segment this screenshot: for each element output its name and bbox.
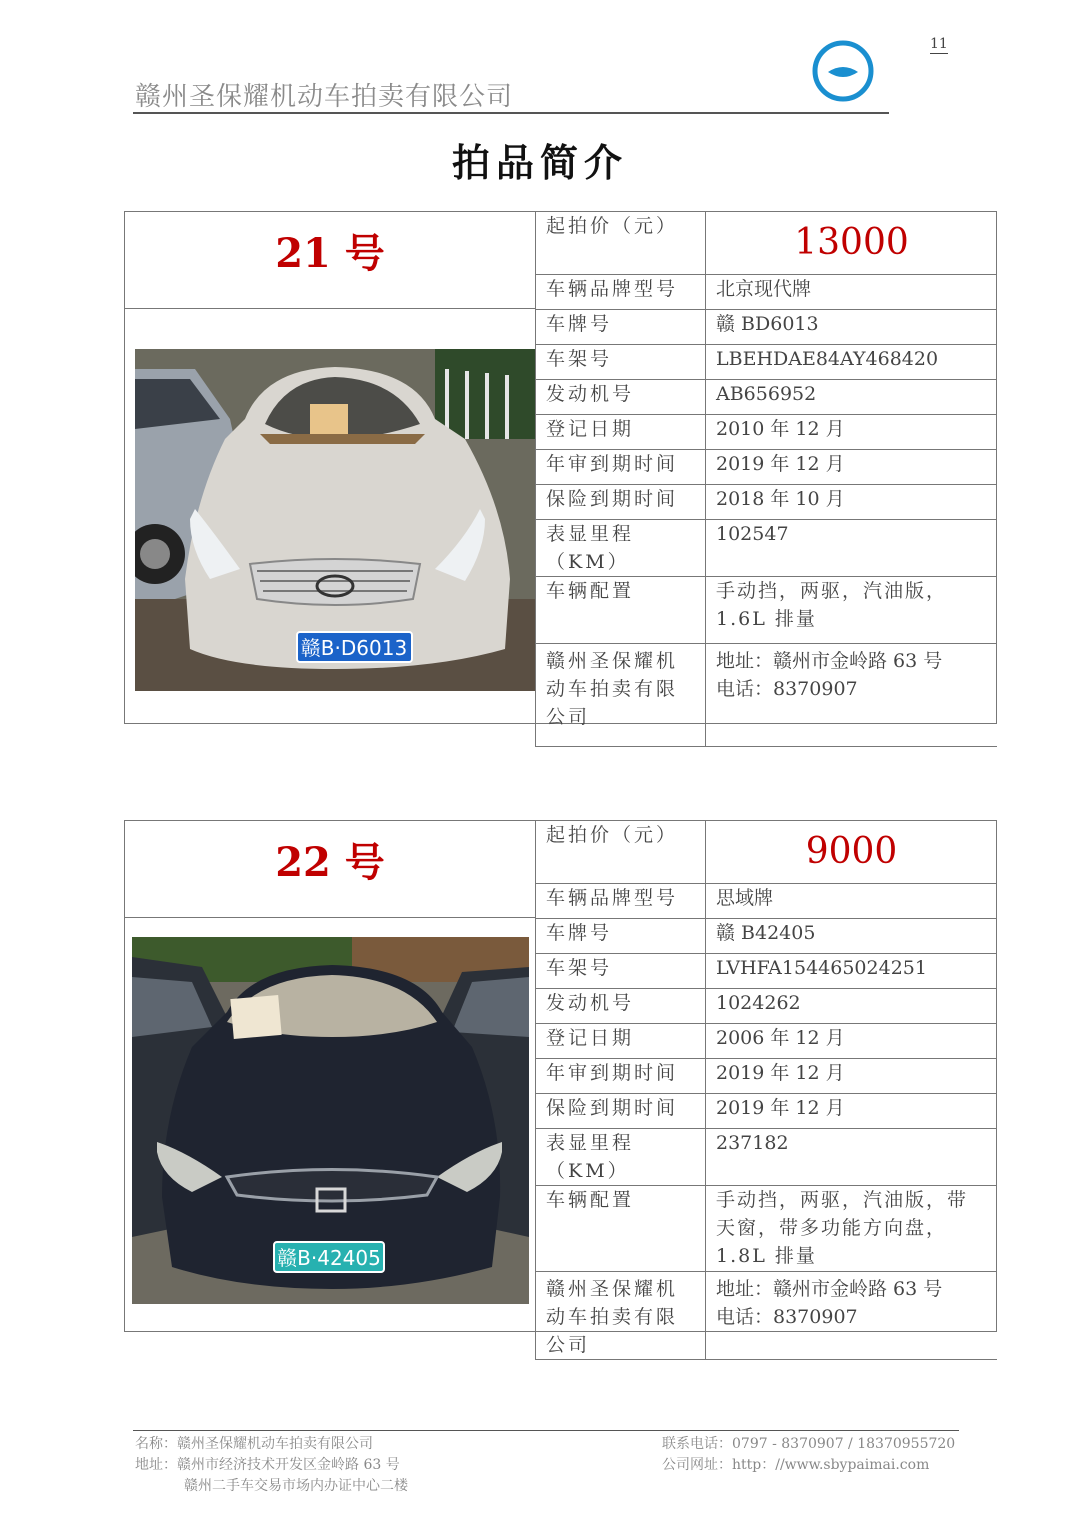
lot-card-22	[124, 820, 997, 1356]
row-label: 年审到期时间	[536, 1058, 706, 1093]
lot-info-table	[535, 821, 997, 1360]
lot-number-cell	[125, 821, 536, 918]
row-label: 车辆配置	[536, 576, 706, 643]
header-divider	[133, 112, 889, 114]
page-title: 拍品简介	[451, 140, 628, 185]
header-company-name: 赣州圣保耀机动车拍卖有限公司	[135, 82, 514, 112]
license-plate-text: 赣B·42405	[277, 1246, 381, 1270]
row-value: 北京现代牌	[706, 274, 998, 309]
row-value: 1024262	[706, 988, 998, 1023]
footer-company-info	[135, 1434, 408, 1497]
footer-name: 名称：赣州圣保耀机动车拍卖有限公司	[135, 1436, 373, 1452]
footer-contact-info	[662, 1434, 955, 1476]
photo-cell	[125, 918, 536, 1331]
footer-address-line1: 地址：赣州市经济技术开发区金岭路 63 号	[135, 1457, 400, 1473]
page-number: 11	[930, 36, 948, 52]
lot-number: 21 号	[275, 230, 385, 277]
lot-number: 22 号	[275, 839, 385, 886]
license-plate-text: 赣B·D6013	[300, 636, 408, 660]
company-label: 赣州圣保耀机动车拍卖有限公司	[536, 1271, 706, 1359]
row-value: 2006 年 12 月	[706, 1023, 998, 1058]
row-label: 表显里程（KM）	[536, 1128, 706, 1185]
company-address: 地址：赣州市金岭路 63 号	[716, 1277, 943, 1300]
lot-number-cell	[125, 212, 536, 309]
row-value: 手动挡，两驱，汽油版，1.6L 排量	[706, 576, 998, 643]
row-value: 2019 年 12 月	[706, 1058, 998, 1093]
footer-website: 公司网址：http：//www.sbypaimai.com	[662, 1457, 930, 1473]
row-value: 2019 年 12 月	[706, 449, 998, 484]
footer-divider	[133, 1430, 959, 1431]
row-label: 车辆配置	[536, 1185, 706, 1271]
footer-address-line2: 赣州二手车交易市场内办证中心二楼	[184, 1478, 408, 1494]
row-label: 车牌号	[536, 309, 706, 344]
start-price-value: 13000	[706, 212, 998, 274]
company-address: 地址：赣州市金岭路 63 号	[716, 649, 943, 672]
start-price-label: 起拍价（元）	[536, 212, 706, 274]
row-label: 车架号	[536, 953, 706, 988]
row-value: LVHFA154465024251	[706, 953, 998, 988]
row-value: AB656952	[706, 379, 998, 414]
row-value: 102547	[706, 519, 998, 576]
row-label: 车架号	[536, 344, 706, 379]
row-value: 手动挡，两驱，汽油版，带天窗，带多功能方向盘， 1.8L 排量	[706, 1185, 998, 1271]
row-label: 年审到期时间	[536, 449, 706, 484]
row-label: 车牌号	[536, 918, 706, 953]
company-logo-icon	[812, 40, 874, 102]
row-label: 保险到期时间	[536, 1093, 706, 1128]
photo-cell	[125, 309, 536, 723]
row-value: 赣 B42405	[706, 918, 998, 953]
company-phone: 电话：8370907	[716, 677, 858, 700]
row-value: 2018 年 10 月	[706, 484, 998, 519]
row-value: 2010 年 12 月	[706, 414, 998, 449]
row-label: 登记日期	[536, 1023, 706, 1058]
row-value: 2019 年 12 月	[706, 1093, 998, 1128]
lot-card-21	[124, 211, 997, 728]
company-phone: 电话：8370907	[716, 1305, 858, 1328]
row-value: LBEHDAE84AY468420	[706, 344, 998, 379]
footer-contact-phone: 联系电话：0797 - 8370907 / 18370955720	[662, 1436, 956, 1452]
row-label: 登记日期	[536, 414, 706, 449]
company-contact	[706, 1271, 998, 1359]
row-label: 车辆品牌型号	[536, 883, 706, 918]
car-photo	[132, 937, 529, 1304]
row-label: 表显里程（KM）	[536, 519, 706, 576]
row-label: 保险到期时间	[536, 484, 706, 519]
row-label: 发动机号	[536, 379, 706, 414]
company-contact	[706, 643, 998, 746]
row-value: 237182	[706, 1128, 998, 1185]
row-label: 车辆品牌型号	[536, 274, 706, 309]
row-value: 思域牌	[706, 883, 998, 918]
row-label: 发动机号	[536, 988, 706, 1023]
car-photo	[135, 349, 535, 691]
start-price-value: 9000	[706, 821, 998, 883]
company-label: 赣州圣保耀机动车拍卖有限公司	[536, 643, 706, 746]
row-value: 赣 BD6013	[706, 309, 998, 344]
start-price-label: 起拍价（元）	[536, 821, 706, 883]
lot-info-table	[535, 212, 997, 747]
